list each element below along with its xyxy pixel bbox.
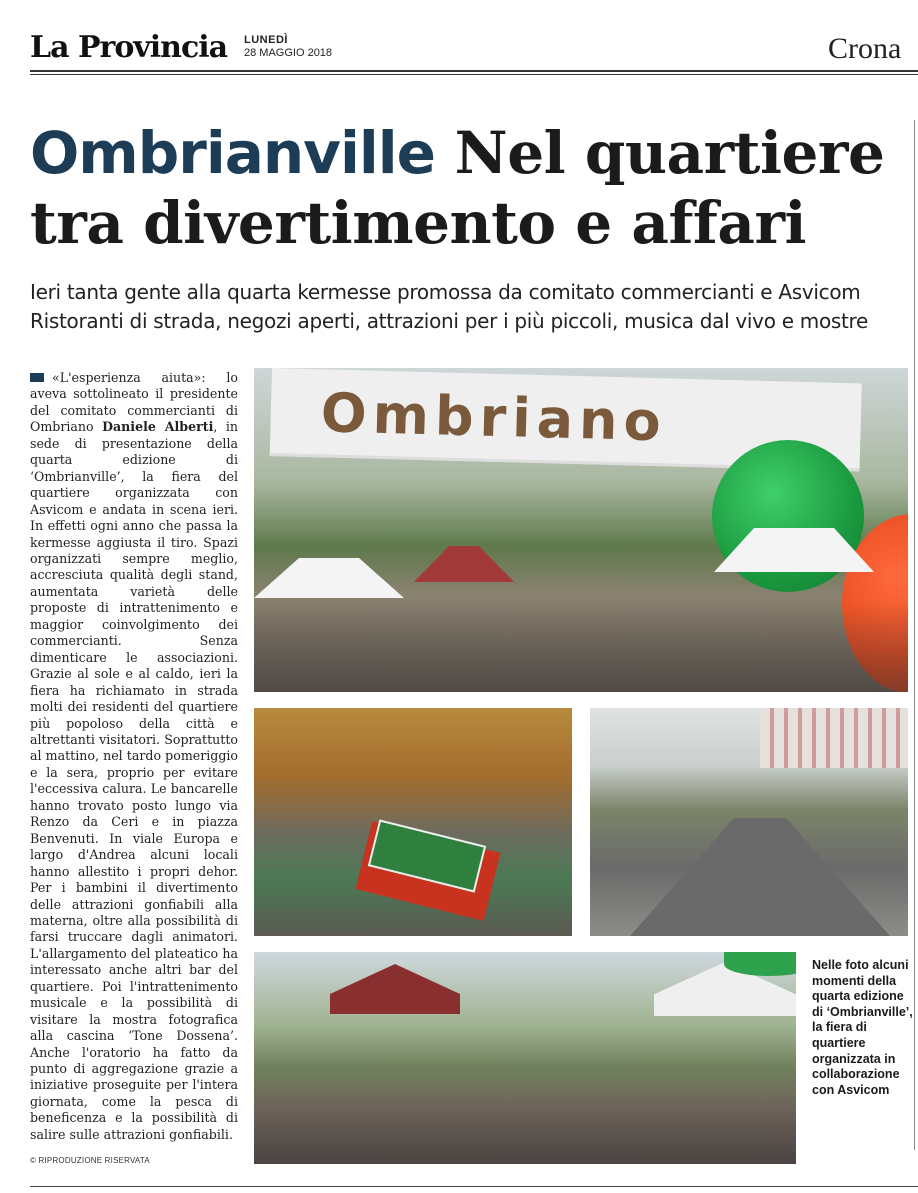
article-subheadline bbox=[30, 278, 918, 336]
headline-title-line1: Nel quartiere bbox=[454, 119, 885, 187]
road-shape bbox=[630, 818, 890, 936]
headline-title-line2: tra divertimento e affari bbox=[30, 189, 807, 257]
tent-shape bbox=[330, 964, 460, 1014]
dateline bbox=[244, 34, 332, 60]
photo-street-stalls bbox=[590, 708, 908, 936]
masthead-rule bbox=[30, 70, 918, 72]
body-person-name: Daniele Alberti bbox=[102, 419, 214, 435]
masthead-rule-thin bbox=[30, 74, 918, 75]
copyright-notice: © RIPRODUZIONE RISERVATA bbox=[30, 1156, 150, 1165]
photo-foosball-children bbox=[254, 708, 572, 936]
section-name: Crona bbox=[828, 32, 902, 65]
body-text-rest: , in sede di presentazione della quarta edizione di ‘Ombrianville’, la fiera del quartiere organizzata con Asvicom e andata in scena ieri. In effetti ogni anno che passa la kermesse aggiusta il tiro. Spazi organizzati sempre meglio, accresciuta qualità degli stand, aumentata varietà delle proposte di intrattenimento e maggior coinvolgimento dei commercianti. Senza dimenticare le associazioni. Grazie al sole e al caldo, ieri la fiera ha richiamato in strada molti dei residenti del quartiere più popoloso della città e altrettanti visitatori. Soprattutto al mattino, nel tardo pomeriggio e la sera, proprio per evitare l'eccessiva calura. Le bancarelle hanno trovato posto lungo via Renzo da Ceri e in piazza Benvenuti. In viale Europa e largo d'Andrea alcuni locali hanno allestito i propri dehor. Per i bambini il divertimento delle attrazioni gonfiabili alla materna, oltre alla possibilità di farsi truccare dagli animatori. L'allargamento del plateatico ha interessato anche altri bar del quartiere. Poi l'intrattenimento musicale e la possibilità di visitare la mostra fotografica alla cascina ‘Tone Dossena’. Anche l'oratorio ha fatto da punto di aggregazione grazie a iniziative proseguite per l'intera giornata, come la pesca di beneficenza e la possibilità di salire sulle attrazioni gonfiabili. bbox=[30, 419, 238, 1142]
body-text-start: «L'esperienza aiuta»: lo aveva sottolineato il presidente del comitato commercianti di Ombriano bbox=[30, 370, 238, 435]
lead-square-icon bbox=[30, 373, 44, 382]
tent-shape bbox=[254, 558, 404, 598]
dateline-day: LUNEDÌ bbox=[244, 34, 288, 46]
page-bottom-rule bbox=[30, 1186, 918, 1187]
subheadline-line1: Ieri tanta gente alla quarta kermesse promossa da comitato commercianti e Asvicom bbox=[30, 280, 861, 304]
dateline-date: 28 MAGGIO 2018 bbox=[244, 47, 333, 59]
tent-shape bbox=[414, 546, 514, 582]
subheadline-line2: Ristoranti di strada, negozi aperti, attrazioni per i più piccoli, musica dal vivo e mostre bbox=[30, 309, 869, 333]
photo-caption: Nelle foto alcuni momenti della quarta edizione di ‘Ombrianville’, la fiera di quartiere organizzata in collaborazione con Asvicom bbox=[812, 958, 913, 1097]
crowd-shape bbox=[254, 1074, 796, 1164]
photo-street-banner bbox=[254, 368, 908, 692]
article-body bbox=[30, 370, 238, 1143]
awning-shape bbox=[760, 708, 908, 768]
masthead bbox=[30, 28, 918, 72]
banner-text: Ombriano bbox=[320, 381, 668, 454]
article-headline bbox=[30, 118, 910, 258]
newspaper-logo: La Provincia bbox=[30, 30, 228, 65]
crowd-shape bbox=[254, 602, 908, 692]
headline-kicker: Ombrianville bbox=[30, 119, 435, 187]
photo-crowd-stands bbox=[254, 952, 796, 1164]
